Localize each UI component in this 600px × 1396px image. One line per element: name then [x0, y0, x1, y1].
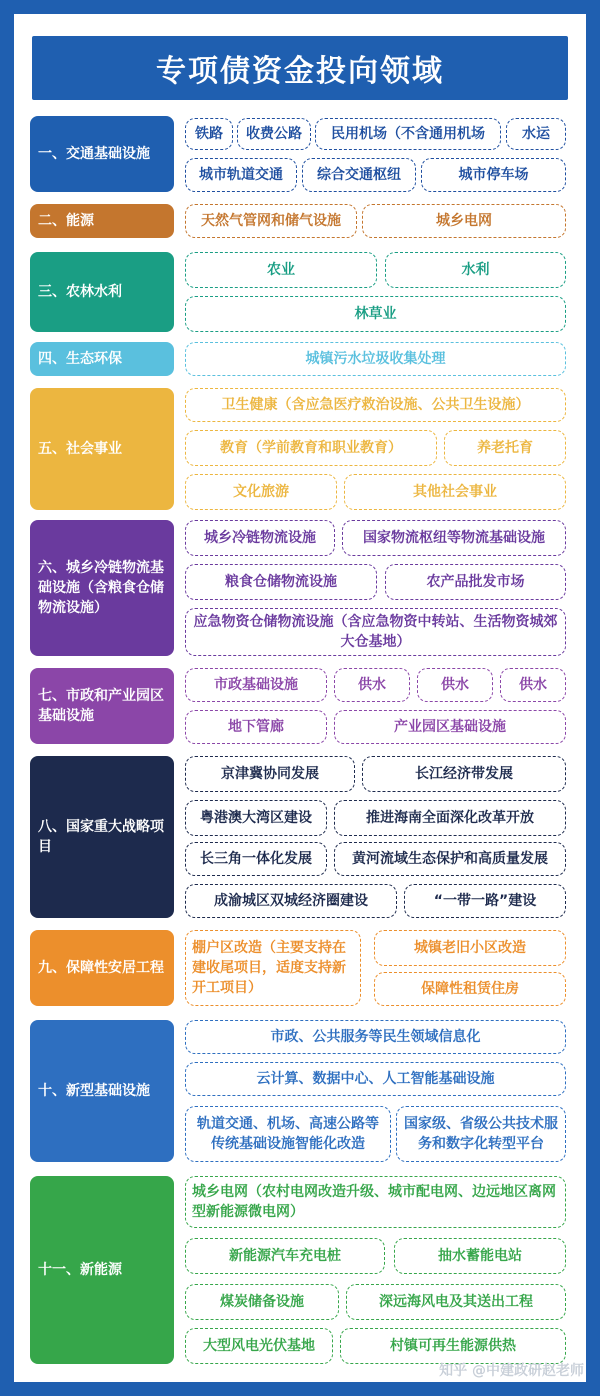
tag-old-community: 城镇老旧小区改造	[374, 930, 566, 966]
tag-toll-road: 收费公路	[237, 118, 311, 150]
tag-transport-hub: 综合交通枢纽	[302, 158, 416, 192]
tag-education: 教育（学前教育和职业教育）	[185, 430, 437, 466]
tag-railway: 铁路	[185, 118, 233, 150]
tag-grain-storage: 粮食仓储物流设施	[185, 564, 377, 600]
tag-logistics-hub: 国家物流枢纽等物流基础设施	[342, 520, 566, 556]
tag-agriculture: 农业	[185, 252, 377, 288]
page-title: 专项债资金投向领域	[32, 36, 568, 100]
tag-cloud-datacenter-ai: 云计算、数据中心、人工智能基础设施	[185, 1062, 566, 1096]
tag-other-social: 其他社会事业	[344, 474, 566, 510]
tag-village-renewable-heat: 村镇可再生能源供热	[340, 1328, 566, 1364]
tag-urban-rail: 城市轨道交通	[185, 158, 297, 192]
tag-offshore-wind: 深远海风电及其送出工程	[346, 1284, 566, 1320]
category-municipal: 七、市政和产业园区基础设施	[30, 668, 174, 744]
tag-belt-road: “一带一路”建设	[404, 884, 566, 918]
tag-ev-charging: 新能源汽车充电桩	[185, 1238, 385, 1274]
category-national-strategy: 八、国家重大战略项目	[30, 756, 174, 918]
tag-municipal-infra: 市政基础设施	[185, 668, 327, 702]
tag-coal-reserve: 煤炭储备设施	[185, 1284, 339, 1320]
tag-health: 卫生健康（含应急医疗救治设施、公共卫生设施）	[185, 388, 566, 422]
tag-waterway: 水运	[506, 118, 566, 150]
category-energy: 二、能源	[30, 204, 174, 238]
tag-elderly-care: 养老托育	[444, 430, 566, 466]
tag-intelligent-transform: 轨道交通、机场、高速公路等传统基础设施智能化改造	[185, 1106, 391, 1162]
tag-yangtze-delta: 长三角一体化发展	[185, 842, 327, 876]
tag-water-supply-2: 供水	[417, 668, 493, 702]
tag-chengyu: 成渝城区双城经济圈建设	[185, 884, 397, 918]
category-ecology: 四、生态环保	[30, 342, 174, 376]
watermark: 知乎 @中建政研赵老师	[439, 1363, 584, 1379]
tag-wholesale-market: 农产品批发市场	[385, 564, 566, 600]
tag-forestry: 林草业	[185, 296, 566, 332]
tag-water-conservancy: 水利	[385, 252, 566, 288]
tag-shantytown: 棚户区改造（主要支持在建收尾项目，适度支持新开工项目）	[185, 930, 361, 1006]
tag-jingjinji: 京津冀协同发展	[185, 756, 355, 792]
tag-yangtze-belt: 长江经济带发展	[362, 756, 566, 792]
tag-gas-pipeline: 天然气管网和储气设施	[185, 204, 357, 238]
tag-culture-tourism: 文化旅游	[185, 474, 337, 510]
category-new-energy: 十一、新能源	[30, 1176, 174, 1364]
tag-rental-housing: 保障性租赁住房	[374, 972, 566, 1006]
category-housing: 九、保障性安居工程	[30, 930, 174, 1006]
tag-utility-tunnel: 地下管廊	[185, 710, 327, 744]
category-logistics: 六、城乡冷链物流基础设施（含粮食仓储物流设施）	[30, 520, 174, 656]
tag-water-supply-1: 供水	[334, 668, 410, 702]
tag-wind-solar-base: 大型风电光伏基地	[185, 1328, 333, 1364]
tag-industrial-park: 产业园区基础设施	[334, 710, 566, 744]
category-agriculture-water: 三、农林水利	[30, 252, 174, 332]
category-transport: 一、交通基础设施	[30, 116, 174, 192]
tag-power-grid: 城乡电网	[362, 204, 566, 238]
tag-hainan-reform: 推进海南全面深化改革开放	[334, 800, 566, 836]
tag-emergency-storage: 应急物资仓储物流设施（含应急物资中转站、生活物资城郊大仓基地）	[185, 608, 566, 656]
tag-tech-service-platform: 国家级、省级公共技术服务和数字化转型平台	[396, 1106, 566, 1162]
category-social: 五、社会事业	[30, 388, 174, 510]
tag-civil-airport: 民用机场（不含通用机场	[315, 118, 501, 150]
tag-yellow-river: 黄河流域生态保护和高质量发展	[334, 842, 566, 876]
tag-pumped-storage: 抽水蓄能电站	[394, 1238, 566, 1274]
tag-cold-chain: 城乡冷链物流设施	[185, 520, 335, 556]
tag-rural-urban-grid: 城乡电网（农村电网改造升级、城市配电网、边远地区离网型新能源微电网）	[185, 1176, 566, 1228]
tag-parking: 城市停车场	[421, 158, 566, 192]
tag-public-informatization: 市政、公共服务等民生领域信息化	[185, 1020, 566, 1054]
category-new-infra: 十、新型基础设施	[30, 1020, 174, 1162]
tag-greater-bay: 粤港澳大湾区建设	[185, 800, 327, 836]
tag-water-supply-3: 供水	[500, 668, 566, 702]
tag-sewage-waste: 城镇污水垃圾收集处理	[185, 342, 566, 376]
